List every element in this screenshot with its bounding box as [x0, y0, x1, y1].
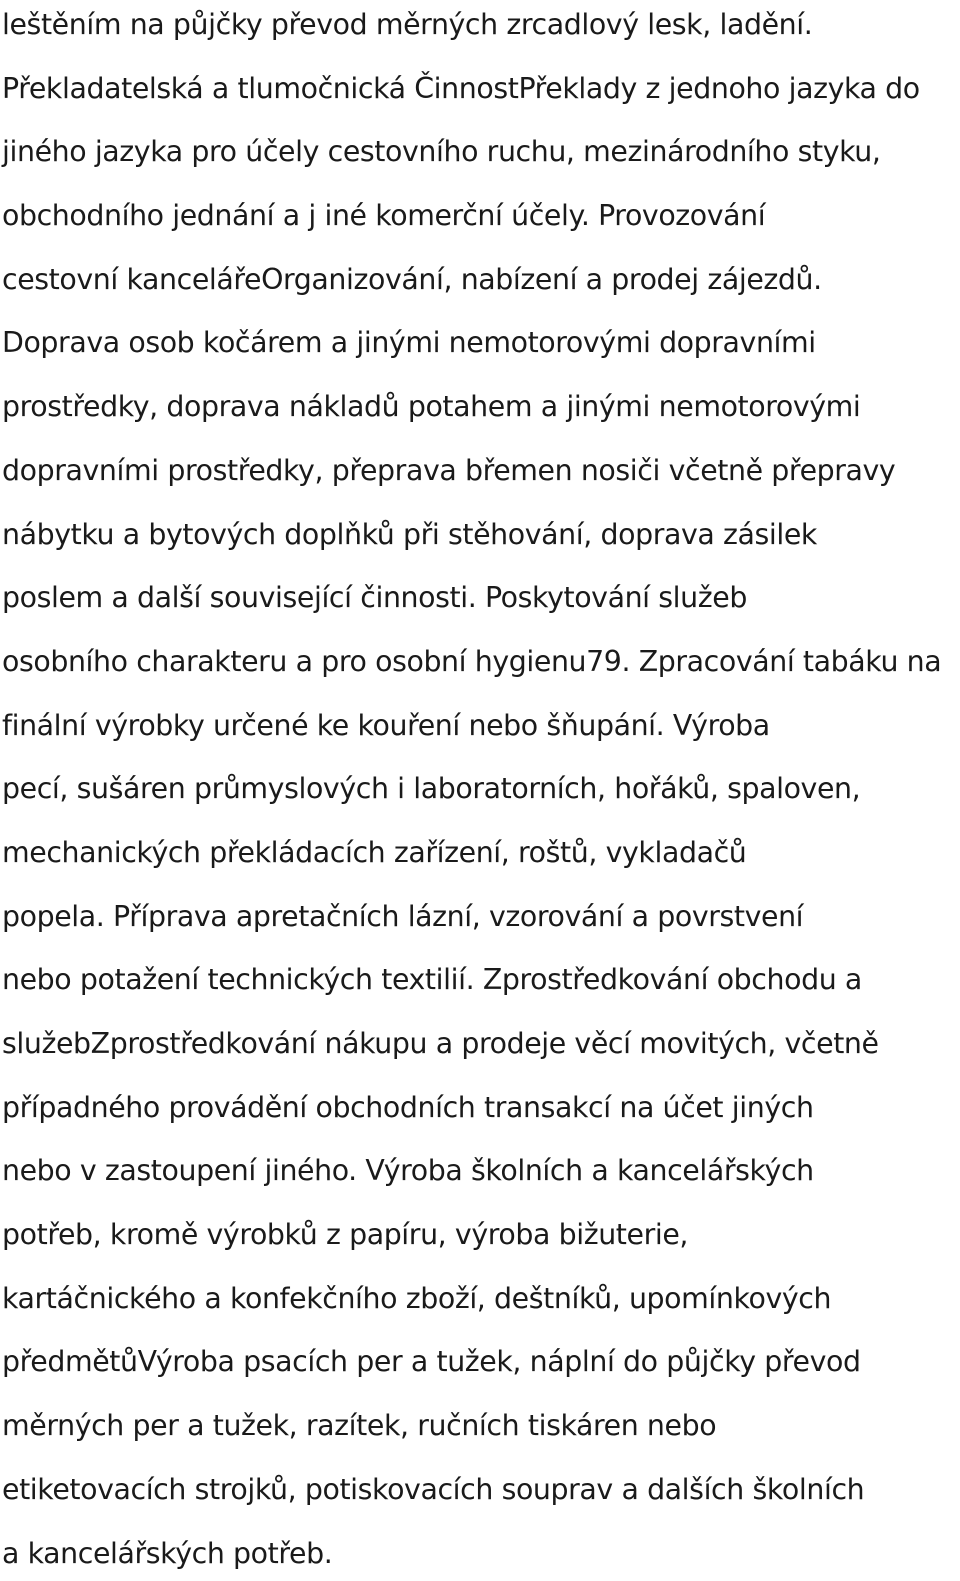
- text-line: mechanických překládacích zařízení, roštů, vykladačů: [2, 835, 747, 869]
- text-line: dopravními prostředky, přeprava břemen nosiči včetně přepravy: [2, 453, 896, 487]
- text-line: nábytku a bytových doplňků při stěhování, doprava zásilek: [2, 517, 817, 551]
- text-line: obchodního jednání a j iné komerční účely. Provozování: [2, 199, 766, 233]
- text-line: pecí, sušáren průmyslových i laboratorních, hořáků, spaloven,: [2, 772, 861, 806]
- text-line: nebo potažení technických textilií. Zprostředkování obchodu a: [2, 963, 862, 997]
- text-line: prostředky, doprava nákladů potahem a jinými nemotorovými: [2, 390, 861, 424]
- text-line: služebZprostředkování nákupu a prodeje věcí movitých, včetně: [2, 1027, 879, 1060]
- text-line: leštěním na půjčky převod měrných zrcadlový lesk, ladění.: [2, 8, 813, 41]
- text-line: Překladatelská a tlumočnická ČinnostPřeklady z jednoho jazyka do: [2, 71, 920, 105]
- body-text: [2, 0, 958, 1581]
- text-line: a kancelářských potřeb.: [2, 1536, 333, 1570]
- text-line: popela. Příprava apretačních lázní, vzorování a povrstvení: [2, 899, 804, 933]
- text-line: potřeb, kromě výrobků z papíru, výroba bižuterie,: [2, 1218, 689, 1252]
- text-line: poslem a další související činnosti. Poskytování služeb: [2, 581, 747, 615]
- text-line: případného provádění obchodních transakcí na účet jiných: [2, 1090, 814, 1124]
- text-line: Doprava osob kočárem a jinými nemotorovými dopravními: [2, 326, 816, 360]
- text-line: jiného jazyka pro účely cestovního ruchu, mezinárodního styku,: [2, 135, 881, 169]
- text-line: měrných per a tužek, razítek, ručních tiskáren nebo: [2, 1409, 717, 1443]
- text-line: cestovní kancelářeOrganizování, nabízení a prodej zájezdů.: [2, 262, 822, 296]
- text-line: osobního charakteru a pro osobní hygienu79. Zpracování tabáku na: [2, 644, 942, 678]
- text-line: etiketovacích strojků, potiskovacích souprav a dalších školních: [2, 1472, 865, 1506]
- text-line: kartáčnického a konfekčního zboží, deštníků, upomínkových: [2, 1281, 832, 1315]
- text-line: finální výrobky určené ke kouření nebo šňupání. Výroba: [2, 708, 770, 742]
- text-line: nebo v zastoupení jiného. Výroba školních a kancelářských: [2, 1154, 814, 1188]
- text-line: předmětůVýroba psacích per a tužek, náplní do půjčky převod: [2, 1345, 861, 1379]
